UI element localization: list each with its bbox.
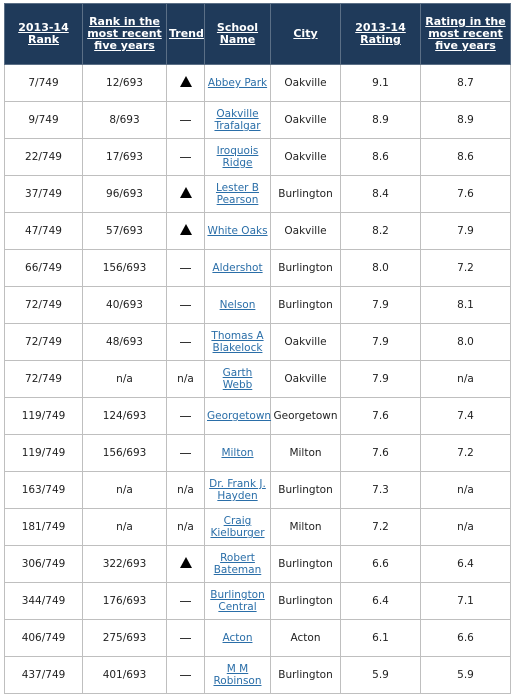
- city-cell: Georgetown: [271, 398, 341, 435]
- trend-cell: [167, 435, 205, 472]
- city-cell: Oakville: [271, 213, 341, 250]
- school-name-cell: [205, 472, 271, 509]
- rating-cell: 5.9: [341, 657, 421, 694]
- trend-cell: [167, 287, 205, 324]
- rank-five-years-cell: 156/693: [83, 250, 167, 287]
- trend-up-icon: [180, 557, 192, 568]
- rating-cell: 7.6: [341, 435, 421, 472]
- rating-five-years-cell: 7.9: [421, 213, 511, 250]
- city-cell: Burlington: [271, 287, 341, 324]
- rating-cell: 8.9: [341, 102, 421, 139]
- rankings-table-container: [4, 3, 510, 694]
- school-rankings-table: [4, 3, 511, 694]
- rating-cell: 8.0: [341, 250, 421, 287]
- rank-cell: 37/749: [5, 176, 83, 213]
- rank-five-years-cell: n/a: [83, 509, 167, 546]
- trend-cell: [167, 213, 205, 250]
- rank-five-years-cell: 176/693: [83, 583, 167, 620]
- trend-flat-icon: [180, 157, 191, 158]
- school-link[interactable]: Robert Bateman: [213, 552, 262, 576]
- rank-cell: 72/749: [5, 324, 83, 361]
- rank-five-years-cell: 96/693: [83, 176, 167, 213]
- trend-flat-icon: [180, 416, 191, 417]
- rank-five-years-cell: 8/693: [83, 102, 167, 139]
- trend-cell: [167, 398, 205, 435]
- rank-five-years-cell: 48/693: [83, 324, 167, 361]
- rating-cell: 7.2: [341, 509, 421, 546]
- rating-five-years-cell: 8.7: [421, 65, 511, 102]
- table-row: [5, 398, 511, 435]
- rank-cell: 9/749: [5, 102, 83, 139]
- rank-cell: 344/749: [5, 583, 83, 620]
- trend-text: n/a: [177, 373, 194, 385]
- city-cell: Oakville: [271, 324, 341, 361]
- rating-cell: 8.4: [341, 176, 421, 213]
- rating-cell: 8.2: [341, 213, 421, 250]
- city-cell: Burlington: [271, 657, 341, 694]
- rating-cell: 7.9: [341, 361, 421, 398]
- school-link[interactable]: Dr. Frank J. Hayden: [209, 478, 266, 502]
- header-rank-five-years[interactable]: Rank in the most recent five years: [83, 4, 167, 65]
- rating-cell: 6.6: [341, 546, 421, 583]
- rank-cell: 47/749: [5, 213, 83, 250]
- school-name-cell: [205, 435, 271, 472]
- trend-cell: [167, 583, 205, 620]
- school-link[interactable]: Nelson: [219, 299, 256, 311]
- rank-cell: 306/749: [5, 546, 83, 583]
- header-school-name[interactable]: School Name: [205, 4, 271, 65]
- city-cell: Acton: [271, 620, 341, 657]
- trend-flat-icon: [180, 638, 191, 639]
- school-name-cell: [205, 398, 271, 435]
- rank-five-years-cell: 275/693: [83, 620, 167, 657]
- rank-five-years-cell: 40/693: [83, 287, 167, 324]
- rank-five-years-cell: 57/693: [83, 213, 167, 250]
- table-body: [5, 65, 511, 694]
- rating-five-years-cell: 7.4: [421, 398, 511, 435]
- school-link[interactable]: M M Robinson: [213, 663, 262, 687]
- table-row: [5, 620, 511, 657]
- table-row: [5, 583, 511, 620]
- school-link[interactable]: Craig Kielburger: [210, 515, 265, 539]
- trend-cell: [167, 102, 205, 139]
- trend-flat-icon: [180, 120, 191, 121]
- rating-cell: 9.1: [341, 65, 421, 102]
- school-name-cell: [205, 509, 271, 546]
- city-cell: Oakville: [271, 102, 341, 139]
- trend-cell: [167, 657, 205, 694]
- school-name-cell: [205, 65, 271, 102]
- trend-text: n/a: [177, 521, 194, 533]
- school-link[interactable]: Acton: [222, 632, 253, 644]
- trend-cell: [167, 361, 205, 398]
- rating-five-years-cell: n/a: [421, 509, 511, 546]
- trend-flat-icon: [180, 601, 191, 602]
- header-row: [5, 4, 511, 65]
- rank-cell: 7/749: [5, 65, 83, 102]
- rating-cell: 6.4: [341, 583, 421, 620]
- rating-five-years-cell: 8.6: [421, 139, 511, 176]
- school-link[interactable]: Georgetown: [207, 410, 272, 422]
- school-link[interactable]: Oakville Trafalgar: [214, 108, 261, 132]
- rank-five-years-cell: 401/693: [83, 657, 167, 694]
- school-link[interactable]: Abbey Park: [207, 77, 268, 89]
- school-link[interactable]: Lester B Pearson: [215, 182, 260, 206]
- school-link[interactable]: Aldershot: [212, 262, 263, 274]
- trend-cell: [167, 509, 205, 546]
- city-cell: Burlington: [271, 546, 341, 583]
- trend-up-icon: [180, 224, 192, 235]
- rating-five-years-cell: 6.4: [421, 546, 511, 583]
- school-name-cell: [205, 657, 271, 694]
- rating-five-years-cell: 7.2: [421, 250, 511, 287]
- school-name-cell: [205, 176, 271, 213]
- school-name-cell: [205, 102, 271, 139]
- header-rank[interactable]: 2013-14 Rank: [5, 4, 83, 65]
- trend-flat-icon: [180, 342, 191, 343]
- rank-cell: 66/749: [5, 250, 83, 287]
- trend-cell: [167, 176, 205, 213]
- table-row: [5, 435, 511, 472]
- rank-cell: 406/749: [5, 620, 83, 657]
- rank-five-years-cell: 322/693: [83, 546, 167, 583]
- school-link[interactable]: Thomas A Blakelock: [211, 330, 264, 354]
- city-cell: Milton: [271, 435, 341, 472]
- rating-five-years-cell: 5.9: [421, 657, 511, 694]
- rating-cell: 8.6: [341, 139, 421, 176]
- table-row: [5, 324, 511, 361]
- rating-five-years-cell: 8.9: [421, 102, 511, 139]
- rank-cell: 72/749: [5, 287, 83, 324]
- school-name-cell: [205, 250, 271, 287]
- rating-five-years-cell: 6.6: [421, 620, 511, 657]
- school-name-cell: [205, 287, 271, 324]
- table-row: [5, 250, 511, 287]
- rating-five-years-cell: n/a: [421, 472, 511, 509]
- trend-up-icon: [180, 76, 192, 87]
- rank-cell: 181/749: [5, 509, 83, 546]
- rating-cell: 7.6: [341, 398, 421, 435]
- rating-five-years-cell: 8.0: [421, 324, 511, 361]
- rating-five-years-cell: n/a: [421, 361, 511, 398]
- trend-up-icon: [180, 187, 192, 198]
- rank-cell: 72/749: [5, 361, 83, 398]
- rank-five-years-cell: 156/693: [83, 435, 167, 472]
- table-row: [5, 287, 511, 324]
- city-cell: Burlington: [271, 472, 341, 509]
- rating-five-years-cell: 8.1: [421, 287, 511, 324]
- school-name-cell: [205, 546, 271, 583]
- rank-five-years-cell: n/a: [83, 361, 167, 398]
- rating-cell: 7.9: [341, 324, 421, 361]
- rank-five-years-cell: n/a: [83, 472, 167, 509]
- table-row: [5, 657, 511, 694]
- trend-cell: [167, 472, 205, 509]
- trend-cell: [167, 139, 205, 176]
- header-trend[interactable]: Trend: [167, 4, 205, 65]
- city-cell: Burlington: [271, 250, 341, 287]
- trend-flat-icon: [180, 268, 191, 269]
- city-cell: Milton: [271, 509, 341, 546]
- rating-cell: 6.1: [341, 620, 421, 657]
- city-cell: Oakville: [271, 361, 341, 398]
- rank-five-years-cell: 17/693: [83, 139, 167, 176]
- table-row: [5, 102, 511, 139]
- table-row: [5, 546, 511, 583]
- rating-five-years-cell: 7.2: [421, 435, 511, 472]
- trend-cell: [167, 620, 205, 657]
- school-link[interactable]: Garth Webb: [222, 367, 253, 391]
- rating-cell: 7.3: [341, 472, 421, 509]
- rank-cell: 119/749: [5, 435, 83, 472]
- school-link[interactable]: Iroquois Ridge: [216, 145, 259, 169]
- table-row: [5, 509, 511, 546]
- trend-flat-icon: [180, 675, 191, 676]
- city-cell: Burlington: [271, 583, 341, 620]
- city-cell: Oakville: [271, 139, 341, 176]
- table-row: [5, 361, 511, 398]
- rank-five-years-cell: 12/693: [83, 65, 167, 102]
- rank-cell: 22/749: [5, 139, 83, 176]
- school-link[interactable]: Milton: [221, 447, 254, 459]
- trend-cell: [167, 65, 205, 102]
- header-rating[interactable]: 2013-14 Rating: [341, 4, 421, 65]
- trend-cell: [167, 250, 205, 287]
- school-name-cell: [205, 361, 271, 398]
- trend-flat-icon: [180, 305, 191, 306]
- rank-cell: 119/749: [5, 398, 83, 435]
- school-name-cell: [205, 139, 271, 176]
- table-row: [5, 139, 511, 176]
- table-row: [5, 472, 511, 509]
- trend-flat-icon: [180, 453, 191, 454]
- rank-cell: 163/749: [5, 472, 83, 509]
- table-row: [5, 213, 511, 250]
- rank-cell: 437/749: [5, 657, 83, 694]
- trend-text: n/a: [177, 484, 194, 496]
- table-row: [5, 176, 511, 213]
- table-row: [5, 65, 511, 102]
- header-rating-five-years[interactable]: Rating in the most recent five years: [421, 4, 511, 65]
- rank-five-years-cell: 124/693: [83, 398, 167, 435]
- city-cell: Oakville: [271, 65, 341, 102]
- rating-five-years-cell: 7.6: [421, 176, 511, 213]
- rating-cell: 7.9: [341, 287, 421, 324]
- school-name-cell: [205, 620, 271, 657]
- school-name-cell: [205, 213, 271, 250]
- rating-five-years-cell: 7.1: [421, 583, 511, 620]
- header-city[interactable]: City: [271, 4, 341, 65]
- school-link[interactable]: Burlington Central: [210, 589, 265, 613]
- school-link[interactable]: White Oaks: [207, 225, 268, 237]
- city-cell: Burlington: [271, 176, 341, 213]
- trend-cell: [167, 546, 205, 583]
- school-name-cell: [205, 324, 271, 361]
- school-name-cell: [205, 583, 271, 620]
- trend-cell: [167, 324, 205, 361]
